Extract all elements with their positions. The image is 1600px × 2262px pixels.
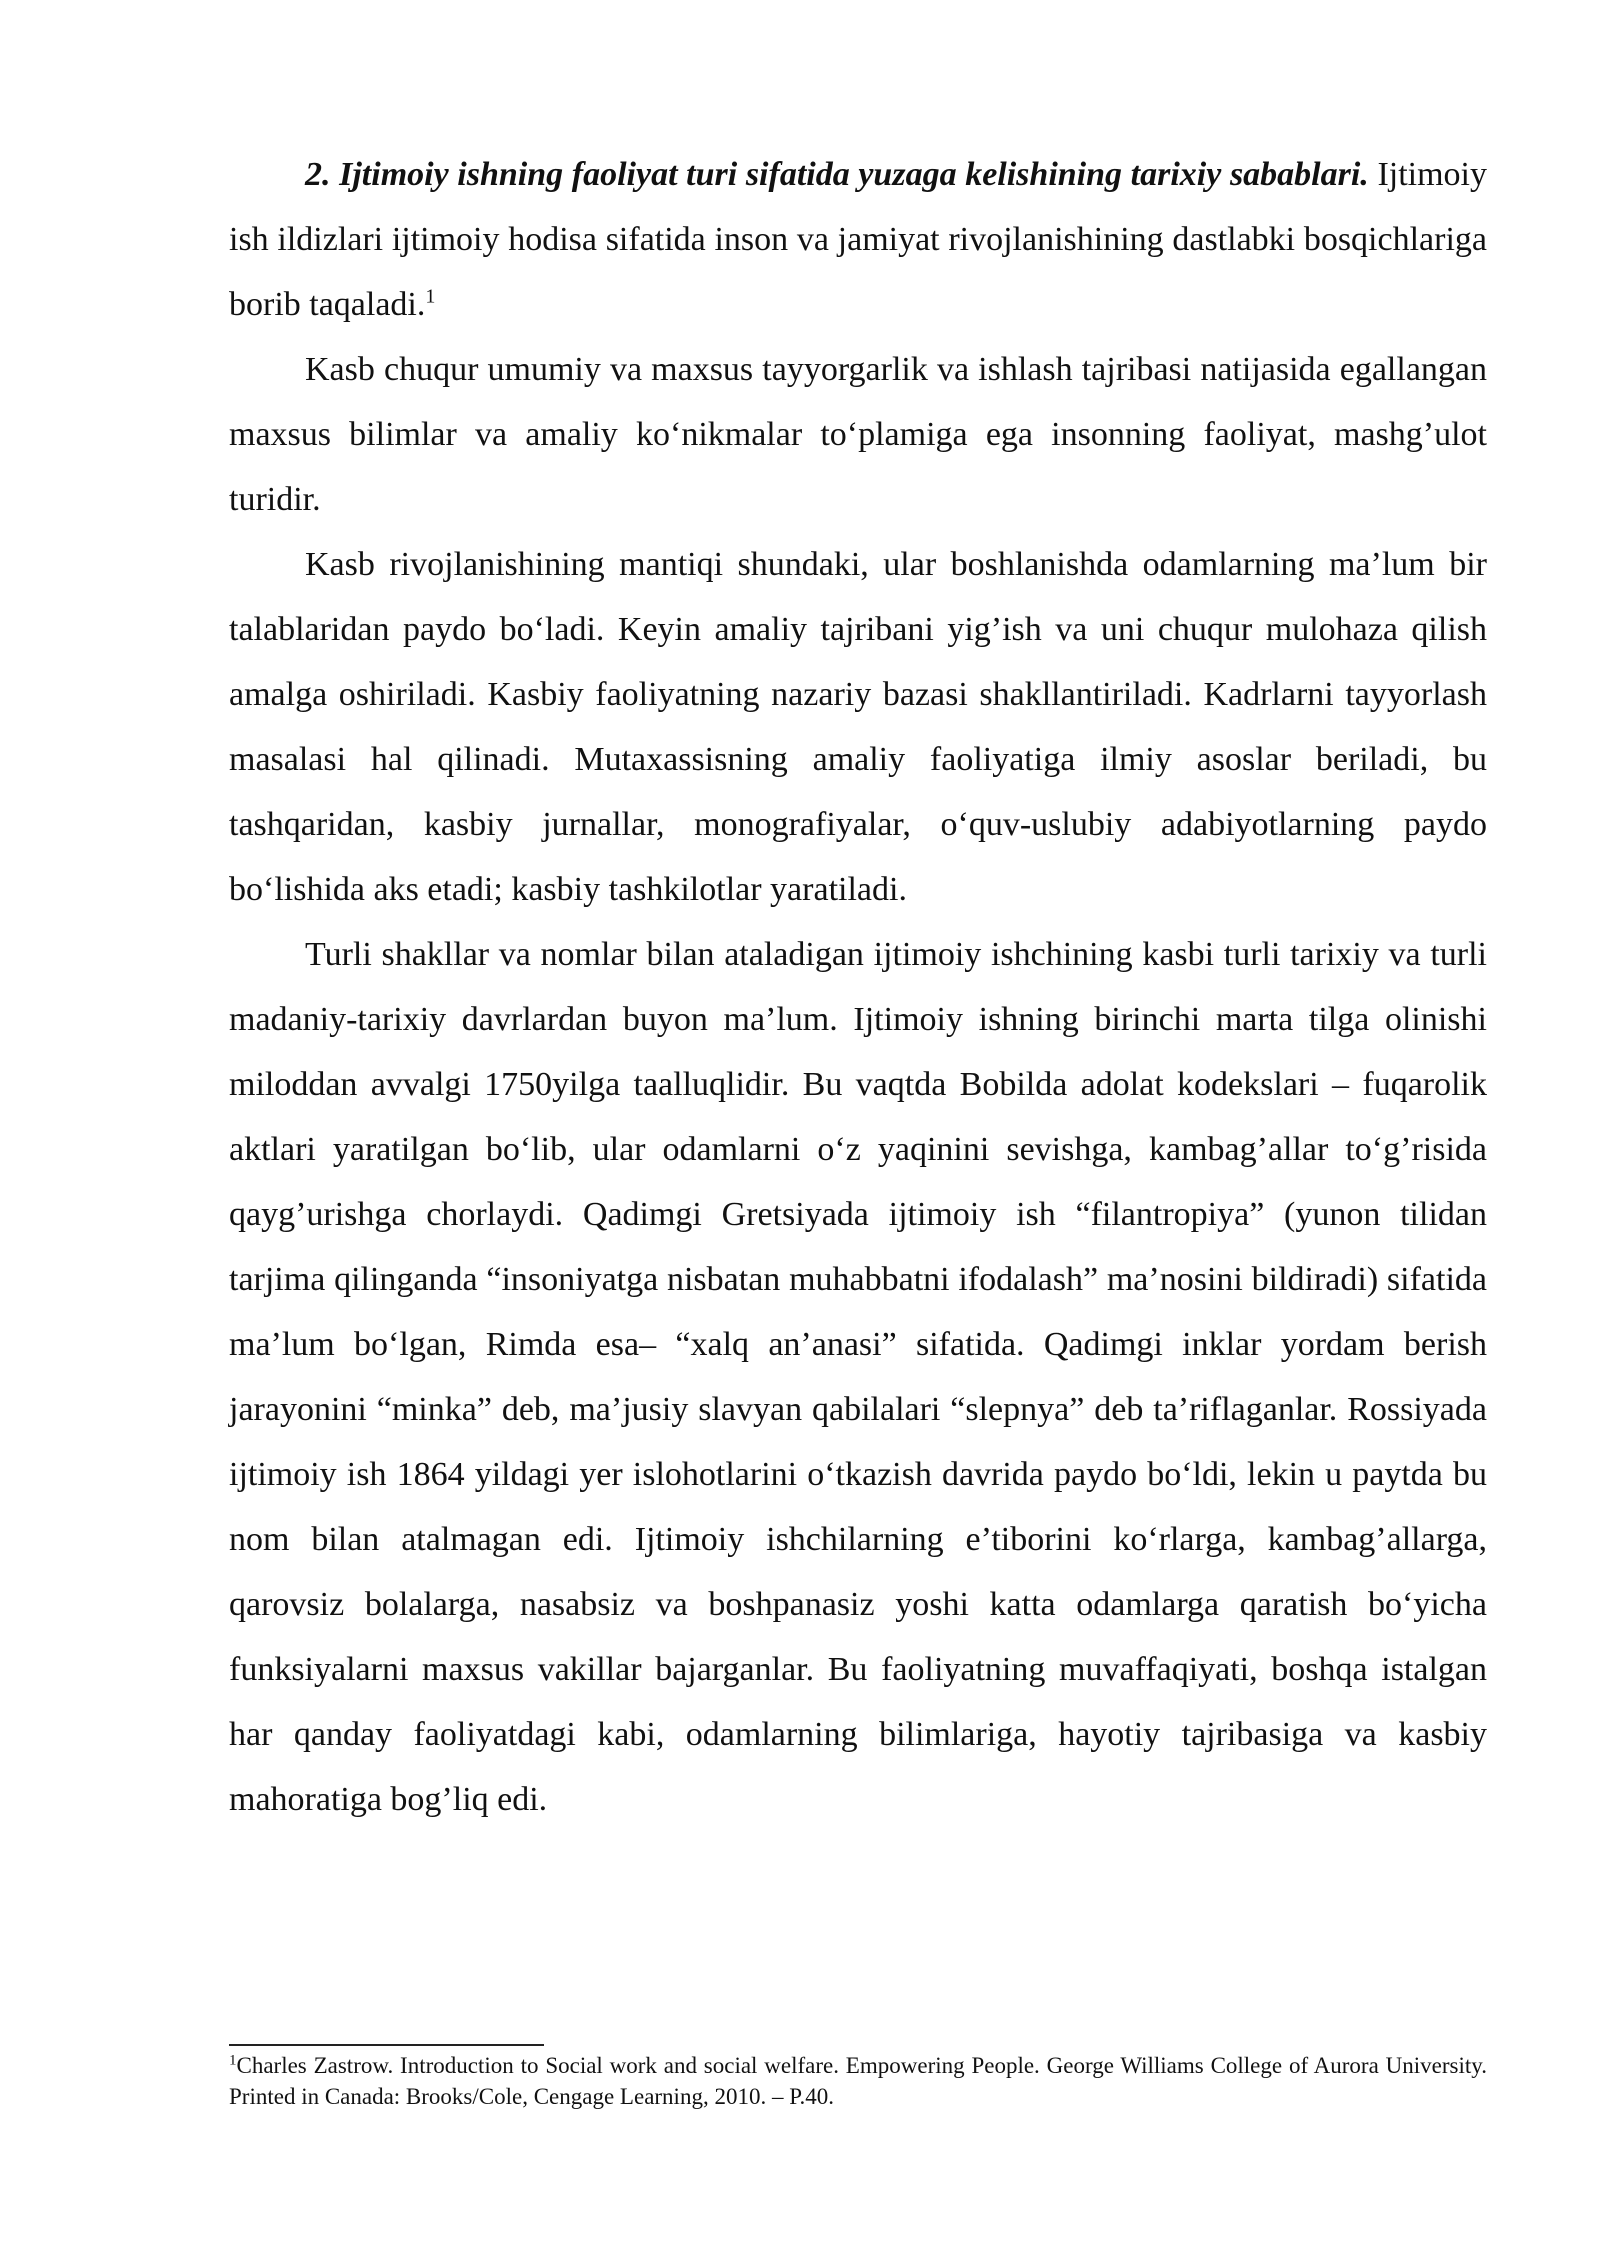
footnote-marker: 1 xyxy=(229,2052,237,2069)
section-intro-paragraph xyxy=(229,142,1487,337)
section-heading: 2. Ijtimoiy ishning faoliyat turi sifatida yuzaga kelishining tarixiy sabablari. xyxy=(305,156,1369,193)
footnote xyxy=(229,2050,1487,2112)
footnote-divider xyxy=(229,2044,544,2046)
body-paragraph: Turli shakllar va nomlar bilan ataladigan ijtimoiy ishchining kasbi turli tarixiy va turli madaniy-tarixiy davrlardan buyon ma’lum. Ijtimoiy ishning birinchi marta tilga olinishi miloddan avvalgi 1750yilga taalluqlidir. Bu vaqtda Bobilda adolat kodekslari – fuqarolik aktlari yaratilgan bo‘lib, ular odamlarni o‘z yaqinini sevishga, kambag’allar to‘g’risida qayg’urishga chorlaydi. Qadimgi Gretsiyada ijtimoiy ish “filantropiya” (yunon tilidan tarjima qilinganda “insoniyatga nisbatan muhabbatni ifodalash” ma’nosini bildiradi) sifatida ma’lum bo‘lgan, Rimda esa– “xalq an’anasi” sifatida. Qadimgi inklar yordam berish jarayonini “minka” deb, ma’jusiy slavyan qabilalari “slepnya” deb ta’riflaganlar. Rossiyada ijtimoiy ish 1864 yildagi yer islohotlarini o‘tkazish davrida paydo bo‘ldi, lekin u paytda bu nom bilan atalmagan edi. Ijtimoiy ishchilarning e’tiborini ko‘rlarga, kambag’allarga, qarovsiz bolalarga, nasabsiz va boshpanasiz yoshi katta odamlarga qaratish bo‘yicha funksiyalarni maxsus vakillar bajarganlar. Bu faoliyatning muvaffaqiyati, boshqa istalgan har qanday faoliyatdagi kabi, odamlarning bilimlariga, hayotiy tajribasiga va kasbiy mahoratiga bog’liq edi. xyxy=(229,936,1487,1818)
intro-text: Ijtimoiy ish ildizlari ijtimoiy hodisa sifatida inson va jamiyat rivojlanishining dastlabki bosqichlariga borib taqaladi. xyxy=(229,156,1488,323)
body-paragraph: Kasb chuqur umumiy va maxsus tayyorgarlik va ishlash tajribasi natijasida egallangan maxsus bilimlar va amaliy ko‘nikmalar to‘plamiga ega insonning faoliyat, mashg’ulot turidir. xyxy=(229,351,1487,518)
footnote-reference[interactable]: 1 xyxy=(425,285,436,308)
body-paragraph: Kasb rivojlanishining mantiqi shundaki, ular boshlanishda odamlarning ma’lum bir talablaridan paydo bo‘ladi. Keyin amaliy tajribani yig’ish va uni chuqur mulohaza qilish amalga oshiriladi. Kasbiy faoliyatning nazariy bazasi shakllantiriladi. Kadrlarni tayyorlash masalasi hal qilinadi. Mutaxassisning amaliy faoliyatiga ilmiy asoslar beriladi, bu tashqaridan, kasbiy jurnallar, monografiyalar, o‘quv-uslubiy adabiyotlarning paydo bo‘lishida aks etadi; kasbiy tashkilotlar yaratiladi. xyxy=(229,546,1487,908)
footnote-text: Charles Zastrow. Introduction to Social work and social welfare. Empowering People. George Williams College of Aurora University. Printed in Canada: Brooks/Cole, Cengage Learning, 2010. – P.40. xyxy=(229,2053,1487,2109)
page-body xyxy=(229,142,1487,1832)
